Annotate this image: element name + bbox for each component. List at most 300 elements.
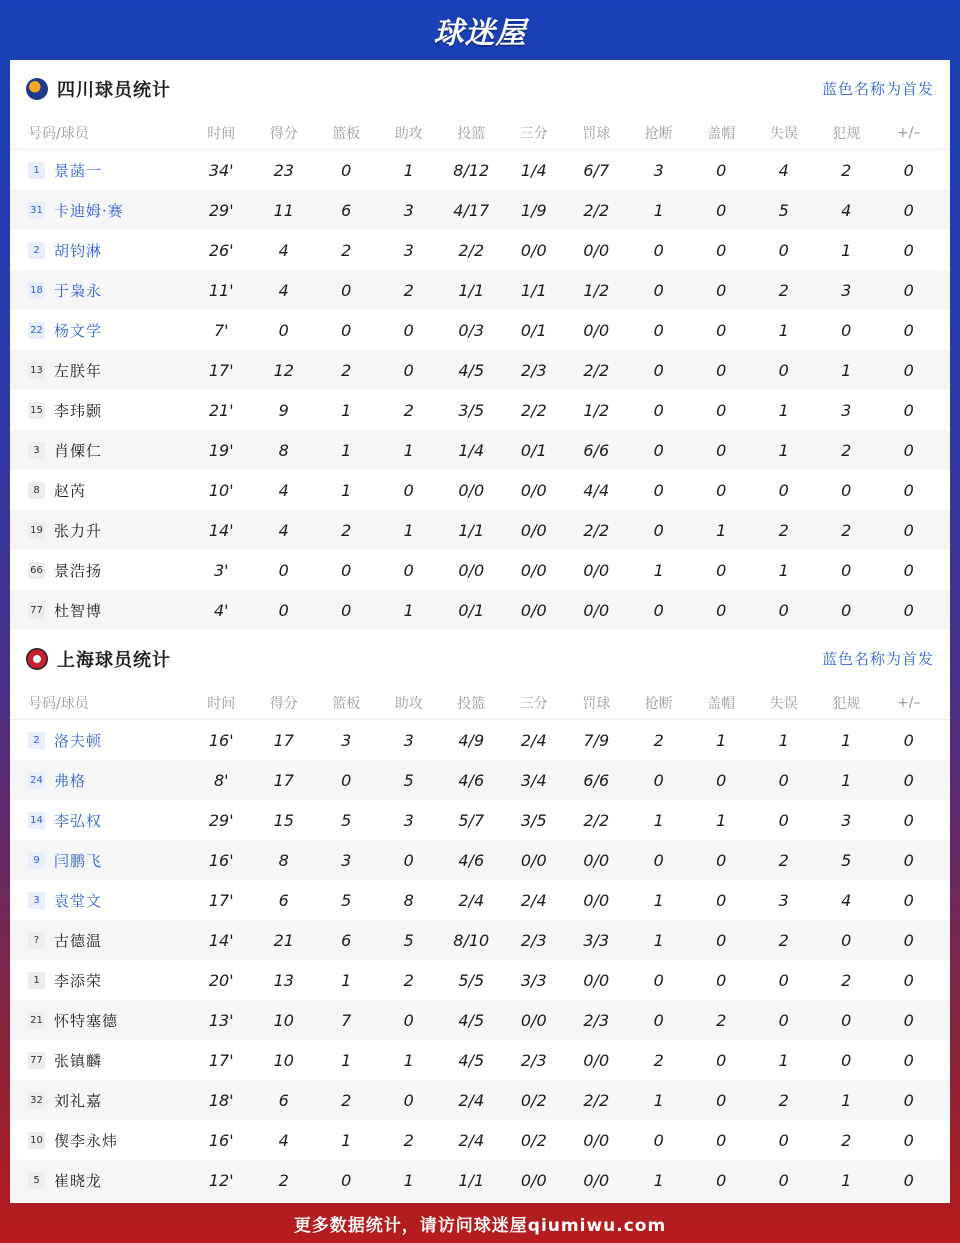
- stat-cell: 0: [653, 520, 664, 540]
- stat-cell: 0/0: [583, 1170, 610, 1190]
- player-row: [10, 270, 950, 310]
- stat-cell: 4/4: [583, 480, 610, 500]
- stat-cell: 2/4: [520, 730, 547, 750]
- player-row: [10, 960, 950, 1000]
- stat-cell: 10: [273, 1050, 294, 1070]
- stat-cell: 1/1: [458, 1170, 485, 1190]
- player-cell: [10, 930, 190, 951]
- player-row: [10, 800, 950, 840]
- player-name: 张力升: [54, 521, 103, 540]
- stat-cell: 0: [903, 1090, 914, 1110]
- stat-cell: 10': [208, 480, 234, 500]
- stat-cell: 2: [653, 730, 664, 750]
- stat-cell: 0: [278, 560, 289, 580]
- stat-cell: 23: [273, 160, 294, 180]
- column-header: 助攻: [394, 696, 423, 712]
- stat-cell: 1: [778, 400, 789, 420]
- player-name: 张镇麟: [54, 1051, 103, 1070]
- stat-cell: 3/5: [520, 810, 547, 830]
- stat-cell: 1/2: [583, 280, 610, 300]
- stat-cell: 0/0: [583, 600, 610, 620]
- stat-cell: 1/1: [458, 520, 485, 540]
- stat-cell: 0: [841, 480, 852, 500]
- jersey-number: 9: [28, 852, 45, 869]
- stat-cell: 0: [903, 240, 914, 260]
- player-name: 弗格: [54, 771, 87, 790]
- jersey-number: 3: [28, 442, 45, 459]
- stat-cell: 14': [208, 520, 234, 540]
- shanghai-team-logo-icon: [26, 648, 48, 670]
- stat-cell: 6/7: [583, 160, 610, 180]
- stat-cell: 17': [208, 360, 234, 380]
- stat-cell: 2: [403, 280, 414, 300]
- stat-cell: 0: [716, 440, 727, 460]
- player-row: [10, 390, 950, 430]
- stat-cell: 5: [403, 930, 414, 950]
- stat-cell: 8: [278, 440, 289, 460]
- column-header: +/–: [897, 125, 921, 141]
- stat-cell: 5/7: [458, 810, 485, 830]
- stat-cell: 0/0: [583, 850, 610, 870]
- stat-cell: 1: [778, 440, 789, 460]
- stat-cell: 16': [208, 730, 234, 750]
- stat-cell: 4/6: [458, 850, 485, 870]
- stat-cell: 0: [841, 560, 852, 580]
- jersey-number: 22: [28, 322, 45, 339]
- stat-cell: 0/3: [458, 320, 485, 340]
- player-name: 景菡一: [54, 161, 103, 180]
- jersey-number: 24: [28, 772, 45, 789]
- stat-cell: 0: [903, 810, 914, 830]
- player-row: [10, 880, 950, 920]
- jersey-number: 21: [28, 1012, 45, 1029]
- stat-cell: 0: [653, 360, 664, 380]
- player-row: [10, 430, 950, 470]
- stat-cell: 2/4: [520, 890, 547, 910]
- stat-cell: 0: [716, 320, 727, 340]
- stat-cell: 3/4: [520, 770, 547, 790]
- starter-legend: 蓝色名称为首发: [821, 80, 934, 98]
- player-name: 古德温: [54, 931, 103, 950]
- stat-cell: 0: [903, 930, 914, 950]
- column-header: 号码/球员: [28, 126, 89, 142]
- player-row: [10, 470, 950, 510]
- column-header: 得分: [269, 696, 298, 712]
- player-cell: [10, 160, 190, 181]
- stat-cell: 9: [278, 400, 289, 420]
- column-header: 犯规: [832, 126, 861, 142]
- stat-cell: 0/0: [458, 560, 485, 580]
- stat-cell: 0: [903, 850, 914, 870]
- jersey-number: 10: [28, 1132, 45, 1149]
- stat-cell: 7/9: [583, 730, 610, 750]
- stat-cell: 2: [841, 440, 852, 460]
- stat-cell: 0: [653, 850, 664, 870]
- team-section-shanghai: [10, 630, 950, 1200]
- stat-cell: 8/10: [453, 930, 490, 950]
- stat-cell: 5/5: [458, 970, 485, 990]
- column-header: 罚球: [582, 126, 611, 142]
- column-header: 盖帽: [707, 696, 736, 712]
- stat-cell: 13': [208, 1010, 234, 1030]
- stat-cell: 0: [653, 480, 664, 500]
- stat-cell: 0: [653, 400, 664, 420]
- team-title: 四川球员统计: [57, 79, 171, 101]
- stat-cell: 2/3: [520, 360, 547, 380]
- stat-cell: 0/1: [520, 320, 547, 340]
- stat-cell: 0/0: [520, 240, 547, 260]
- stat-cell: 13: [273, 970, 294, 990]
- stat-cell: 0/0: [583, 970, 610, 990]
- player-cell: [10, 320, 190, 341]
- brand-logo: 球迷屋: [433, 16, 527, 51]
- jersey-number: 32: [28, 1092, 45, 1109]
- stat-cell: 2/3: [583, 1010, 610, 1030]
- stat-cell: 0/0: [583, 890, 610, 910]
- stat-cell: 2: [841, 970, 852, 990]
- stat-cell: 2: [841, 160, 852, 180]
- jersey-number: 8: [28, 482, 45, 499]
- stat-cell: 0: [716, 850, 727, 870]
- stat-cell: 0: [653, 280, 664, 300]
- stat-cell: 0: [716, 600, 727, 620]
- stat-cell: 4: [278, 240, 289, 260]
- stat-cell: 3: [841, 400, 852, 420]
- stat-cell: 0: [778, 1170, 789, 1190]
- stat-cell: 3: [653, 160, 664, 180]
- stat-cell: 2: [403, 1130, 414, 1150]
- stat-cell: 0: [778, 360, 789, 380]
- stat-cell: 4/17: [453, 200, 490, 220]
- stat-cell: 5: [841, 850, 852, 870]
- stat-cell: 2: [716, 1010, 727, 1030]
- stat-cell: 1: [653, 930, 664, 950]
- stat-cell: 0: [903, 480, 914, 500]
- stat-cell: 0: [716, 770, 727, 790]
- stat-cell: 1/9: [520, 200, 547, 220]
- stat-cell: 0: [403, 320, 414, 340]
- stat-cell: 6: [278, 1090, 289, 1110]
- stat-cell: 0: [653, 770, 664, 790]
- stat-cell: 0: [403, 1010, 414, 1030]
- jersey-number: 2: [28, 732, 45, 749]
- column-header: 犯规: [832, 696, 861, 712]
- stat-cell: 34': [208, 160, 234, 180]
- stat-cell: 0: [778, 970, 789, 990]
- stat-cell: 2: [341, 520, 352, 540]
- stat-cell: 3: [403, 200, 414, 220]
- stat-cell: 18': [208, 1090, 234, 1110]
- stat-cell: 0: [341, 770, 352, 790]
- jersey-number: 14: [28, 812, 45, 829]
- stat-cell: 2/2: [583, 360, 610, 380]
- stat-cell: 1: [403, 520, 414, 540]
- player-name: 李弘权: [54, 811, 103, 830]
- stat-cell: 0/0: [520, 850, 547, 870]
- stat-cell: 0: [403, 480, 414, 500]
- stat-cell: 0: [341, 280, 352, 300]
- stat-cell: 0/1: [520, 440, 547, 460]
- stat-cell: 29': [208, 810, 234, 830]
- stat-cell: 3/5: [458, 400, 485, 420]
- player-row: [10, 1080, 950, 1120]
- column-header: 抢断: [644, 696, 673, 712]
- stat-cell: 2: [778, 1090, 789, 1110]
- stat-cell: 0: [716, 560, 727, 580]
- column-header: 时间: [207, 696, 236, 712]
- stat-cell: 1: [653, 890, 664, 910]
- stat-cell: 0: [841, 1010, 852, 1030]
- stat-cell: 3/3: [520, 970, 547, 990]
- column-header: 助攻: [394, 126, 423, 142]
- stat-cell: 2/3: [520, 930, 547, 950]
- column-header: 抢断: [644, 126, 673, 142]
- jersey-number: 5: [28, 1172, 45, 1189]
- stat-cell: 1: [341, 1050, 352, 1070]
- stat-cell: 0: [841, 1050, 852, 1070]
- stat-cell: 2/4: [458, 1090, 485, 1110]
- stat-cell: 1: [653, 560, 664, 580]
- stat-cell: 3/3: [583, 930, 610, 950]
- stat-cell: 1: [341, 440, 352, 460]
- stat-cell: 0: [716, 480, 727, 500]
- column-header: 篮板: [332, 696, 361, 712]
- player-cell: [10, 1050, 190, 1071]
- stat-cell: 1: [778, 560, 789, 580]
- stat-cell: 2/2: [583, 810, 610, 830]
- player-name: 景浩扬: [54, 561, 103, 580]
- stat-cell: 17: [273, 730, 294, 750]
- stat-cell: 2/2: [458, 240, 485, 260]
- player-row: [10, 920, 950, 960]
- column-header: 盖帽: [707, 126, 736, 142]
- stat-cell: 0/0: [520, 1010, 547, 1030]
- jersey-number: 66: [28, 562, 45, 579]
- stat-cell: 2/2: [520, 400, 547, 420]
- stat-cell: 1: [653, 1170, 664, 1190]
- stat-cell: 2: [403, 400, 414, 420]
- player-name: 胡钧淋: [54, 241, 103, 260]
- stat-cell: 0/0: [583, 1130, 610, 1150]
- section-header: [10, 60, 950, 117]
- stat-cell: 0: [653, 240, 664, 260]
- stat-cell: 1: [778, 730, 789, 750]
- stat-cell: 0: [903, 970, 914, 990]
- stat-cell: 4/5: [458, 1010, 485, 1030]
- stat-cell: 29': [208, 200, 234, 220]
- stat-cell: 4': [213, 600, 229, 620]
- column-header: 号码/球员: [28, 696, 89, 712]
- stat-cell: 0/0: [583, 1050, 610, 1070]
- player-name: 怀特塞德: [54, 1011, 119, 1030]
- stat-cell: 1: [841, 1090, 852, 1110]
- player-cell: [10, 1010, 190, 1031]
- stat-cell: 0: [716, 240, 727, 260]
- player-cell: [10, 200, 190, 221]
- column-header: 篮板: [332, 126, 361, 142]
- player-cell: [10, 560, 190, 581]
- stat-cell: 17': [208, 1050, 234, 1070]
- stat-cell: 0: [778, 810, 789, 830]
- stat-cell: 0: [841, 320, 852, 340]
- stat-cell: 1: [841, 360, 852, 380]
- stat-cell: 1: [341, 1130, 352, 1150]
- footer-promo: 更多数据统计，请访问球迷屋qiumiwu.com: [293, 1215, 667, 1236]
- jersey-number: 1: [28, 162, 45, 179]
- column-header: 失误: [769, 126, 798, 142]
- player-cell: [10, 360, 190, 381]
- stat-cell: 2: [403, 970, 414, 990]
- stat-cell: 21: [273, 930, 294, 950]
- stat-cell: 0: [778, 600, 789, 620]
- player-rows: [10, 150, 950, 630]
- stat-cell: 0: [403, 850, 414, 870]
- column-header-row: [10, 687, 950, 720]
- stat-cell: 0: [778, 770, 789, 790]
- stat-cell: 0: [653, 440, 664, 460]
- stat-cell: 14': [208, 930, 234, 950]
- stat-cell: 2: [341, 360, 352, 380]
- stat-cell: 1/4: [458, 440, 485, 460]
- stat-cell: 2: [778, 520, 789, 540]
- stat-cell: 0: [903, 1130, 914, 1150]
- stat-cell: 16': [208, 1130, 234, 1150]
- stat-cell: 19': [208, 440, 234, 460]
- column-header: 得分: [269, 126, 298, 142]
- column-header: 投篮: [457, 126, 486, 142]
- jersey-number: ?: [28, 932, 45, 949]
- stat-cell: 3: [841, 810, 852, 830]
- stat-cell: 0: [653, 970, 664, 990]
- stat-cell: 5: [403, 770, 414, 790]
- stat-cell: 0/0: [520, 480, 547, 500]
- stat-cell: 8/12: [453, 160, 490, 180]
- stat-cell: 0: [716, 1170, 727, 1190]
- player-row: [10, 840, 950, 880]
- stat-cell: 0: [341, 600, 352, 620]
- player-cell: [10, 770, 190, 791]
- stat-cell: 1: [653, 810, 664, 830]
- player-cell: [10, 730, 190, 751]
- player-row: [10, 1000, 950, 1040]
- stat-cell: 2/4: [458, 1130, 485, 1150]
- stat-cell: 7: [341, 1010, 352, 1030]
- stat-cell: 4: [278, 520, 289, 540]
- stat-cell: 0: [903, 1050, 914, 1070]
- stat-cell: 4/5: [458, 360, 485, 380]
- jersey-number: 18: [28, 282, 45, 299]
- stat-cell: 1: [403, 160, 414, 180]
- stat-cell: 1: [653, 1090, 664, 1110]
- stat-cell: 4/9: [458, 730, 485, 750]
- stat-cell: 0: [716, 930, 727, 950]
- stat-cell: 0: [653, 1010, 664, 1030]
- player-row: [10, 510, 950, 550]
- jersey-number: 2: [28, 242, 45, 259]
- stat-cell: 0: [716, 1050, 727, 1070]
- stat-cell: 3: [341, 730, 352, 750]
- stat-cell: 5: [341, 810, 352, 830]
- stat-cell: 0/0: [520, 1170, 547, 1190]
- player-name: 袁堂文: [54, 891, 103, 910]
- stat-cell: 11': [208, 280, 234, 300]
- column-header: 投篮: [457, 696, 486, 712]
- stat-cell: 8: [403, 890, 414, 910]
- player-name: 卡迪姆·赛: [54, 201, 124, 220]
- stat-cell: 0: [716, 1090, 727, 1110]
- column-header: 三分: [519, 696, 548, 712]
- stat-cell: 0: [903, 360, 914, 380]
- stat-cell: 0: [716, 1130, 727, 1150]
- stat-cell: 4: [278, 280, 289, 300]
- stat-cell: 2/2: [583, 1090, 610, 1110]
- player-cell: [10, 520, 190, 541]
- stat-cell: 0: [716, 360, 727, 380]
- player-row: [10, 1160, 950, 1200]
- stat-cell: 0/2: [520, 1090, 547, 1110]
- player-row: [10, 1120, 950, 1160]
- player-name: 偰李永炜: [54, 1131, 119, 1150]
- player-row: [10, 190, 950, 230]
- stat-cell: 3: [403, 810, 414, 830]
- section-header: [10, 630, 950, 687]
- stat-cell: 0/2: [520, 1130, 547, 1150]
- stat-cell: 0: [903, 890, 914, 910]
- stat-cell: 0: [903, 400, 914, 420]
- stat-cell: 1: [716, 810, 727, 830]
- stat-cell: 0: [341, 1170, 352, 1190]
- stat-cell: 1: [778, 320, 789, 340]
- jersey-number: 1: [28, 972, 45, 989]
- player-row: [10, 230, 950, 270]
- stat-cell: 4/5: [458, 1050, 485, 1070]
- stat-cell: 1: [341, 400, 352, 420]
- jersey-number: 3: [28, 892, 45, 909]
- stat-cell: 16': [208, 850, 234, 870]
- stat-cell: 2/4: [458, 890, 485, 910]
- player-name: 洛夫顿: [54, 731, 103, 750]
- stat-cell: 1/2: [583, 400, 610, 420]
- stat-cell: 21': [208, 400, 234, 420]
- player-cell: [10, 850, 190, 871]
- stat-cell: 0: [341, 560, 352, 580]
- stat-cell: 8': [213, 770, 229, 790]
- stat-cell: 10: [273, 1010, 294, 1030]
- stat-cell: 0: [341, 160, 352, 180]
- player-name: 崔晓龙: [54, 1171, 103, 1190]
- stat-cell: 0: [778, 1130, 789, 1150]
- stat-cell: 1: [653, 200, 664, 220]
- stat-cell: 0: [716, 970, 727, 990]
- stat-cell: 4: [841, 890, 852, 910]
- jersey-number: 19: [28, 522, 45, 539]
- stat-cell: 1: [341, 480, 352, 500]
- stat-cell: 20': [208, 970, 234, 990]
- player-name: 闫鹏飞: [54, 851, 103, 870]
- stat-cell: 0: [403, 1090, 414, 1110]
- stat-cell: 0: [903, 560, 914, 580]
- stat-cell: 1: [841, 770, 852, 790]
- stat-cell: 0: [903, 160, 914, 180]
- stat-cell: 0: [341, 320, 352, 340]
- column-header: 罚球: [582, 696, 611, 712]
- stat-cell: 0/0: [583, 560, 610, 580]
- player-name: 赵芮: [54, 481, 87, 500]
- starter-legend: 蓝色名称为首发: [821, 650, 934, 668]
- stat-cell: 12: [273, 360, 294, 380]
- stat-cell: 0: [716, 890, 727, 910]
- column-header-row: [10, 117, 950, 150]
